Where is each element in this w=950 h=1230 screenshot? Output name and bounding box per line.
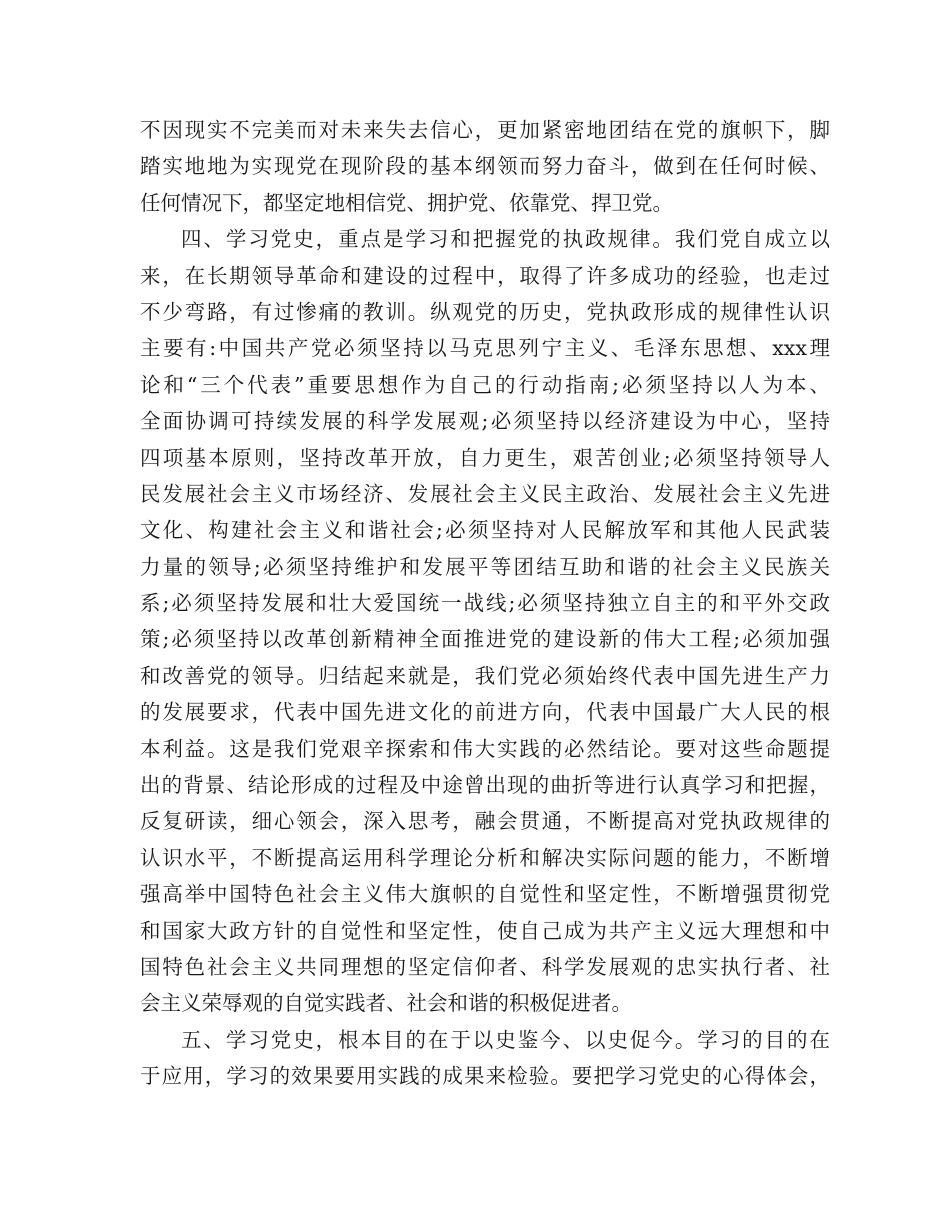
text-line: 主要有:中国共产党必须坚持以马克思列宁主义、毛泽东思想、xxx理 xyxy=(140,336,830,361)
text-line: 文化、构建社会主义和谐社会;必须坚持对人民解放军和其他人民武装 xyxy=(140,518,830,543)
text-line: 会主义荣辱观的自觉实践者、社会和谐的积极促进者。 xyxy=(140,991,632,1016)
text-line: 反复研读，细心领会，深入思考，融会贯通，不断提高对党执政规律的 xyxy=(140,809,830,834)
text-line: 认识水平，不断提高运用科学理论分析和解决实际问题的能力，不断增 xyxy=(140,845,830,870)
text-line: 和改善党的领导。归结起来就是，我们党必须始终代表中国先进生产力 xyxy=(140,663,830,688)
text-line: 出的背景、结论形成的过程及中途曾出现的曲折等进行认真学习和把握， xyxy=(140,773,830,798)
text-line: 五、学习党史，根本目的在于以史鉴今、以史促今。学习的目的在 xyxy=(181,1027,830,1052)
text-line: 不少弯路，有过惨痛的教训。纵观党的历史，党执政形成的规律性认识 xyxy=(140,299,830,324)
text-line: 强高举中国特色社会主义伟大旗帜的自觉性和坚定性，不断增强贯彻党 xyxy=(140,882,830,907)
text-line: 踏实地地为实现党在现阶段的基本纲领而努力奋斗，做到在任何时候、 xyxy=(140,154,830,179)
text-line: 系;必须坚持发展和壮大爱国统一战线;必须坚持独立自主的和平外交政 xyxy=(140,591,830,616)
text-line: 于应用，学习的效果要用实践的成果来检验。要把学习党史的心得体会， xyxy=(140,1064,830,1089)
document-body xyxy=(140,112,830,1095)
text-line: 国特色社会主义共同理想的坚定信仰者、科学发展观的忠实执行者、社 xyxy=(140,954,830,979)
text-line: 四项基本原则，坚持改革开放，自力更生，艰苦创业;必须坚持领导人 xyxy=(140,445,830,470)
text-line: 民发展社会主义市场经济、发展社会主义民主政治、发展社会主义先进 xyxy=(140,481,830,506)
text-line: 力量的领导;必须坚持维护和发展平等团结互助和谐的社会主义民族关 xyxy=(140,554,830,579)
text-line: 和国家大政方针的自觉性和坚定性，使自己成为共产主义远大理想和中 xyxy=(140,918,830,943)
text-line: 本利益。这是我们党艰辛探索和伟大实践的必然结论。要对这些命题提 xyxy=(140,736,830,761)
text-line: 的发展要求，代表中国先进文化的前进方向，代表中国最广大人民的根 xyxy=(140,700,830,725)
text-line: 全面协调可持续发展的科学发展观;必须坚持以经济建设为中心，坚持 xyxy=(140,409,830,434)
text-line: 论和“三个代表”重要思想作为自己的行动指南;必须坚持以人为本、 xyxy=(140,372,830,397)
text-line: 不因现实不完美而对未来失去信心，更加紧密地团结在党的旗帜下，脚 xyxy=(140,118,830,142)
text-line: 策;必须坚持以改革创新精神全面推进党的建设新的伟大工程;必须加强 xyxy=(140,627,830,652)
text-line: 四、学习党史，重点是学习和把握党的执政规律。我们党自成立以 xyxy=(181,227,830,252)
text-line: 任何情况下，都坚定地相信党、拥护党、依靠党、捍卫党。 xyxy=(140,190,673,215)
text-line: 来，在长期领导革命和建设的过程中，取得了许多成功的经验，也走过 xyxy=(140,263,830,288)
